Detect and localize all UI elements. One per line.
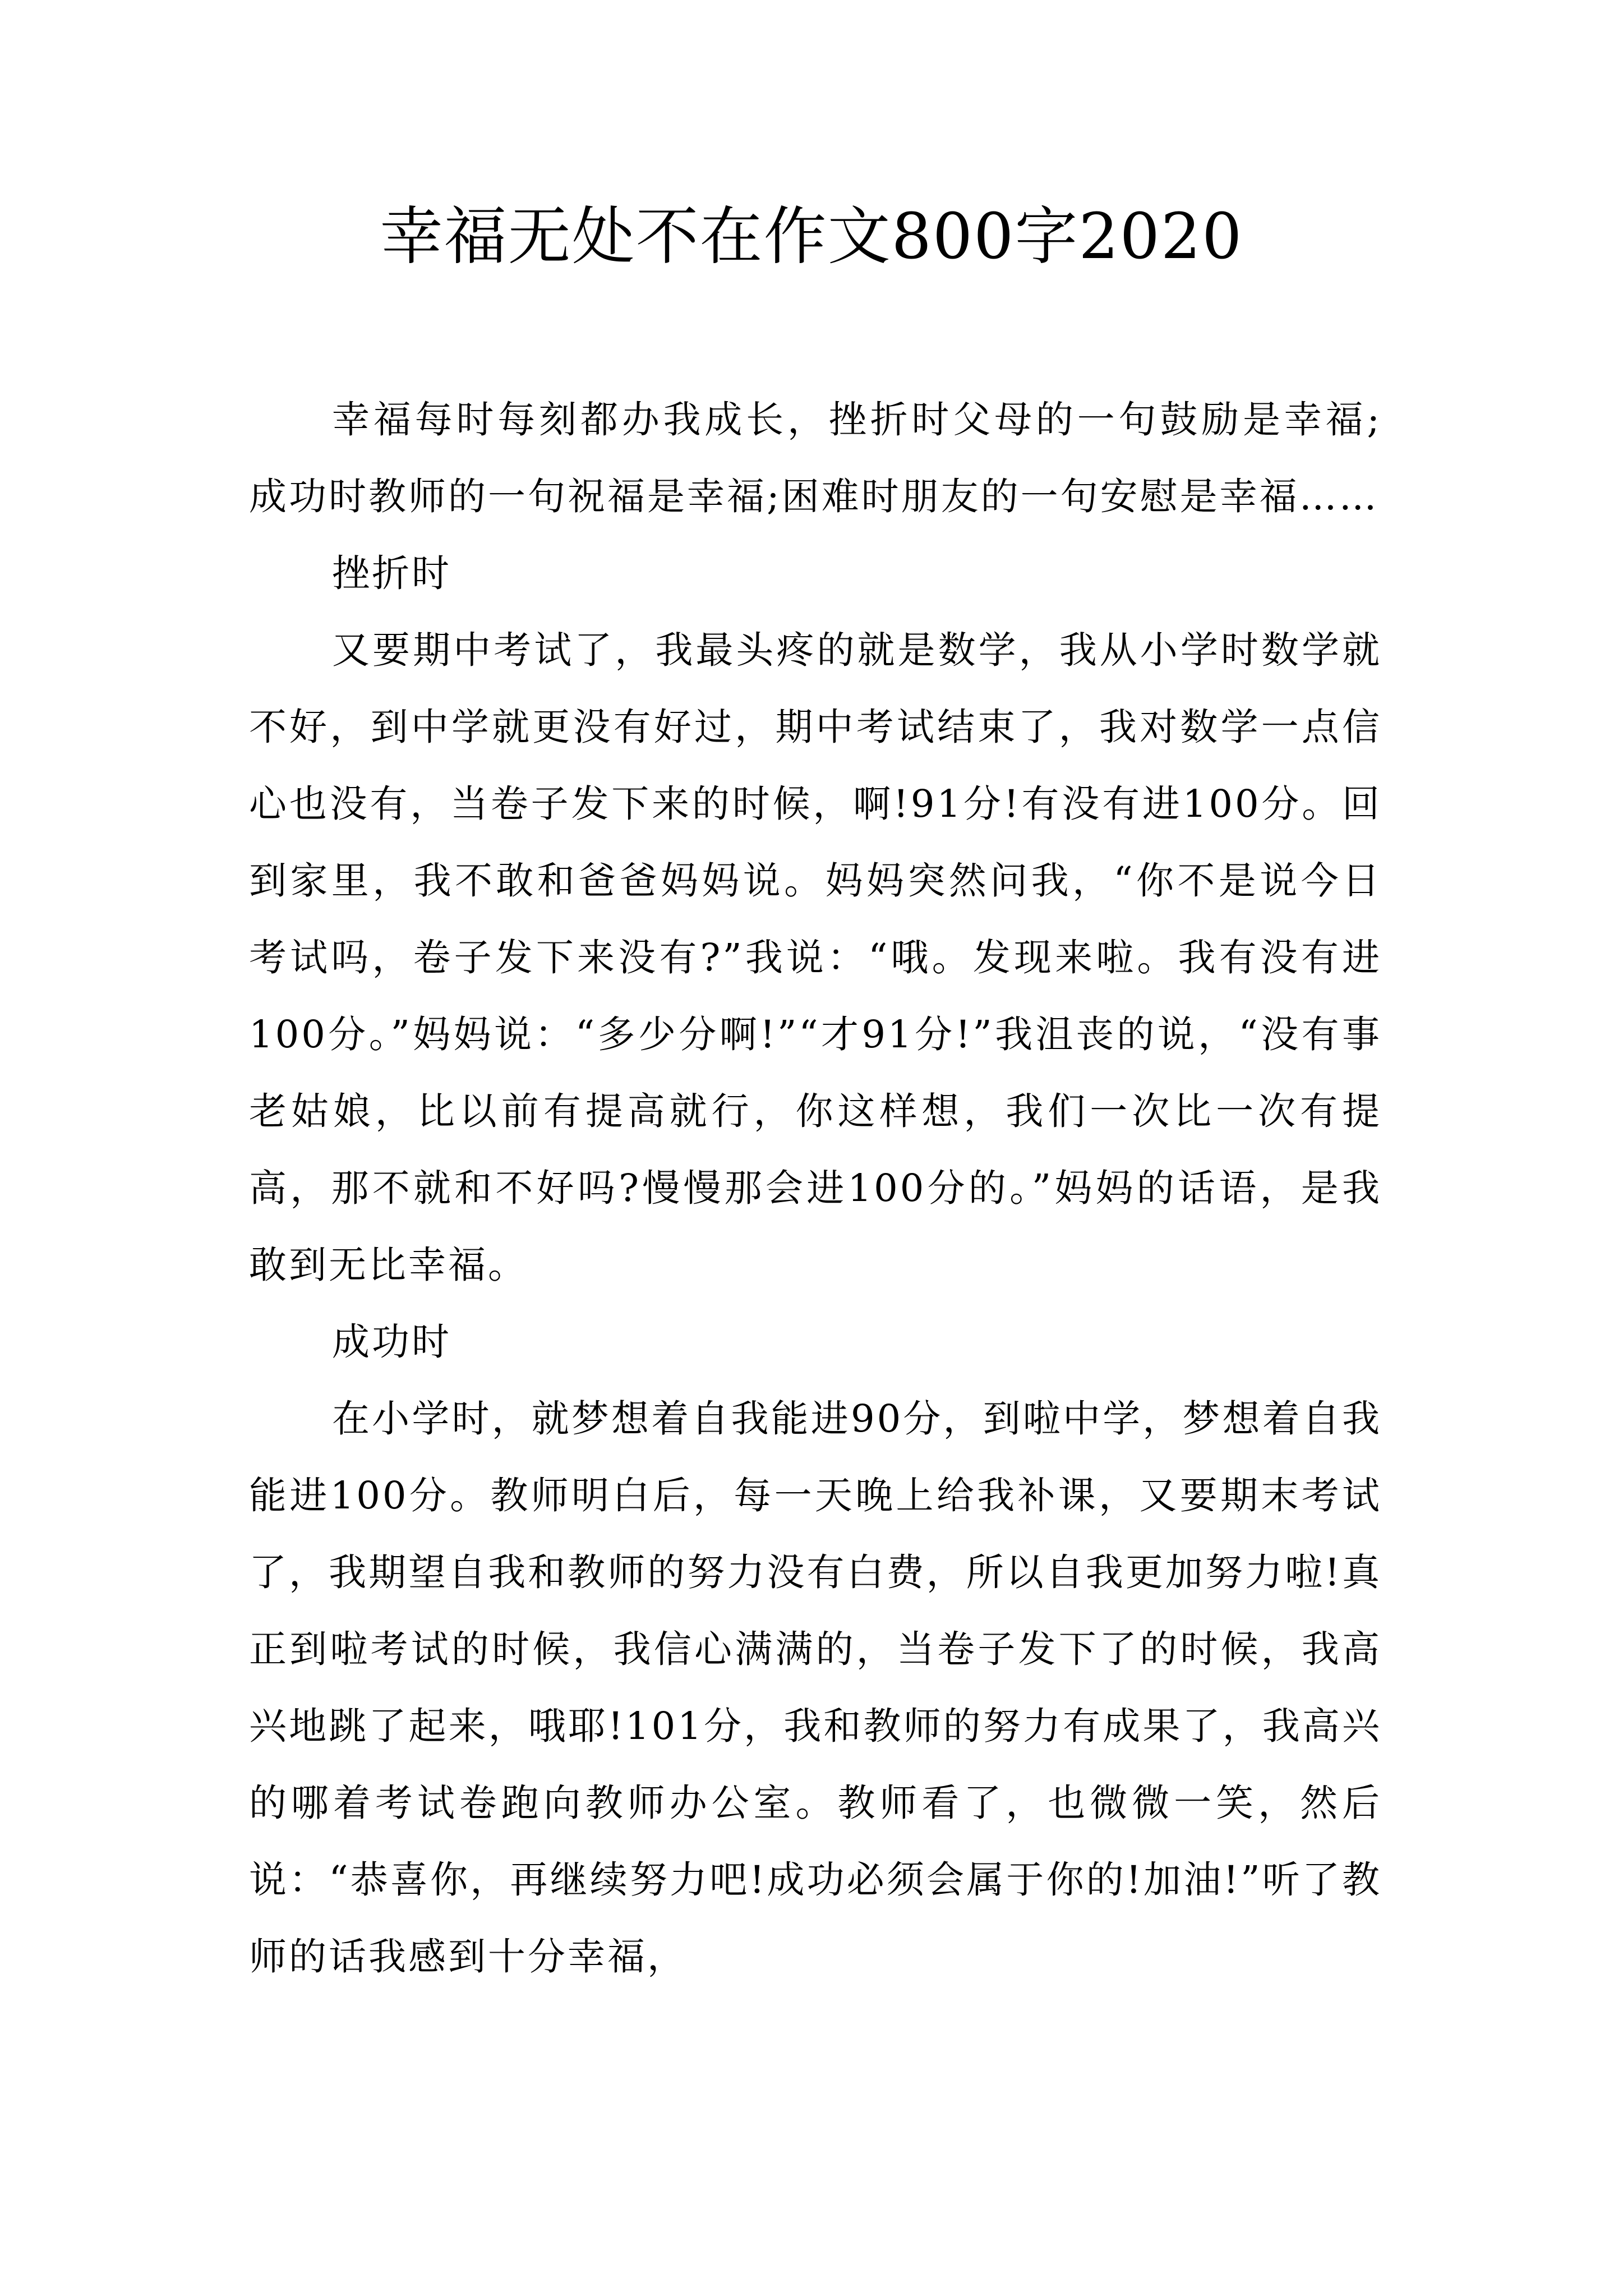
- section-heading-success: 成功时: [332, 1320, 451, 1364]
- paragraph-setback: 又要期中考试了，我最头疼的就是数学，我从小学时数学就不好，到中学就更没有好过，期中考试结束了，我对数学一点信心也没有，当卷子发下来的时候，啊!91分!有没有进100分。回到家里，我不敢和爸爸妈妈说。妈妈突然问我，“你不是说今日考试吗，卷子发下来没有?”我说：“哦。发现来啦。我有没有进100分。”妈妈说：“多少分啊!”“才91分!”我沮丧的说，“没有事老姑娘，比以前有提高就行，你这样想，我们一次比一次有提高，那不就和不好吗?慢慢那会进100分的。”妈妈的话语，是我敢到无比幸福。: [249, 628, 1382, 1287]
- section-heading-setback: 挫折时: [332, 551, 451, 595]
- paragraph-success: 在小学时，就梦想着自我能进90分，到啦中学，梦想着自我能进100分。教师明白后，每一天晚上给我补课，又要期末考试了，我期望自我和教师的努力没有白费，所以自我更加努力啦!真正到啦考试的时候，我信心满满的，当卷子发下了的时候，我高兴地跳了起来，哦耶!101分，我和教师的努力有成果了，我高兴的哪着考试卷跑向教师办公室。教师看了，也微微一笑，然后说：“恭喜你，再继续努力吧!成功必须会属于你的!加油!”听了教师的话我感到十分幸福，: [249, 1397, 1382, 1978]
- document-body: [249, 381, 1382, 1995]
- document-title: 幸福无处不在作文800字2020: [380, 200, 1243, 273]
- paragraph-intro: 幸福每时每刻都办我成长，挫折时父母的一句鼓励是幸福;成功时教师的一句祝福是幸福;困难时朋友的一句安慰是幸福……: [249, 398, 1382, 518]
